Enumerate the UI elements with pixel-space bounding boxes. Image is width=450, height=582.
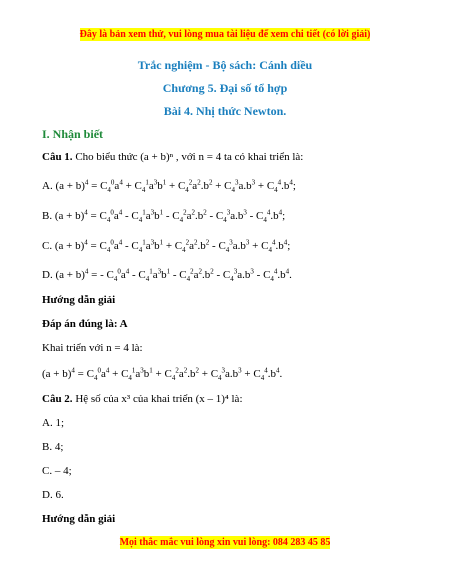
preview-banner	[0, 29, 450, 40]
option-label: A.	[42, 180, 53, 192]
chapter-title: Chương 5. Đại số tổ hợp	[162, 81, 288, 95]
book-title: Trắc nghiệm - Bộ sách: Cánh diều	[137, 58, 313, 72]
option-2d: D. 6.	[42, 489, 64, 501]
question-2-text: Hệ số của x³ của khai triển (x – 1)⁴ là:	[75, 393, 243, 405]
option-1d: D. $(a + b)^4$ = - $C_4^0a^4 - C_4^1a^3b^1 - C_4^2a^2.b^2 - C_4^3a.b^3 - C_4^4.b^4$.	[42, 267, 292, 284]
question-2	[42, 393, 243, 405]
expansion-formula: $(a + b)^4 = C_4^0a^4 + C_4^1a^3b^1 + C_4^2a^2.b^2 + C_4^3a.b^3 + C_4^4.b^4$.	[42, 366, 283, 383]
expansion-intro: Khai triển với n = 4 là:	[42, 342, 143, 354]
option-label: D.	[42, 269, 53, 281]
option-1b: B. $(a + b)^4 = C_4^0a^4 - C_4^1a^3b^1 - C_4^2a^2.b^2 - C_4^3a.b^3 - C_4^4.b^4$;	[42, 208, 286, 225]
contact-banner-text: Mọi thắc mắc vui lòng xin vui lòng: 084 283 45 85	[119, 537, 331, 548]
section-heading: I. Nhận biết	[42, 127, 104, 141]
lesson-title: Bài 4. Nhị thức Newton.	[163, 104, 287, 118]
preview-banner-text: Đây là bản xem thử, vui lòng mua tài liệu để xem chi tiết (có lời giải)	[79, 29, 371, 40]
solution-heading-1: Hướng dẫn giải	[42, 294, 116, 306]
correct-answer-1: Đáp án đúng là: A	[42, 318, 128, 330]
option-2b: B. 4;	[42, 441, 64, 453]
question-1-label: Câu 1.	[42, 151, 73, 163]
question-1	[42, 151, 303, 163]
option-1c: C. $(a + b)^4 = C_4^0a^4 - C_4^1a^3b^1 + C_4^2a^2.b^2 - C_4^3a.b^3 + C_4^4.b^4$;	[42, 238, 291, 255]
option-2a: A. 1;	[42, 417, 64, 429]
option-2c: C. – 4;	[42, 465, 72, 477]
option-1a: A. $(a + b)^4 = C_4^0a^4 + C_4^1a^3b^1 + C_4^2a^2.b^2 + C_4^3a.b^3 + C_4^4.b^4$;	[42, 178, 296, 195]
question-1-text: Cho biểu thức (a + b)ⁿ , với n = 4 ta có khai triển là:	[75, 151, 304, 163]
question-2-label: Câu 2.	[42, 393, 73, 405]
option-label: B.	[42, 210, 53, 222]
option-label: C.	[42, 240, 53, 252]
contact-banner	[0, 537, 450, 548]
solution-heading-2: Hướng dẫn giải	[42, 513, 116, 525]
